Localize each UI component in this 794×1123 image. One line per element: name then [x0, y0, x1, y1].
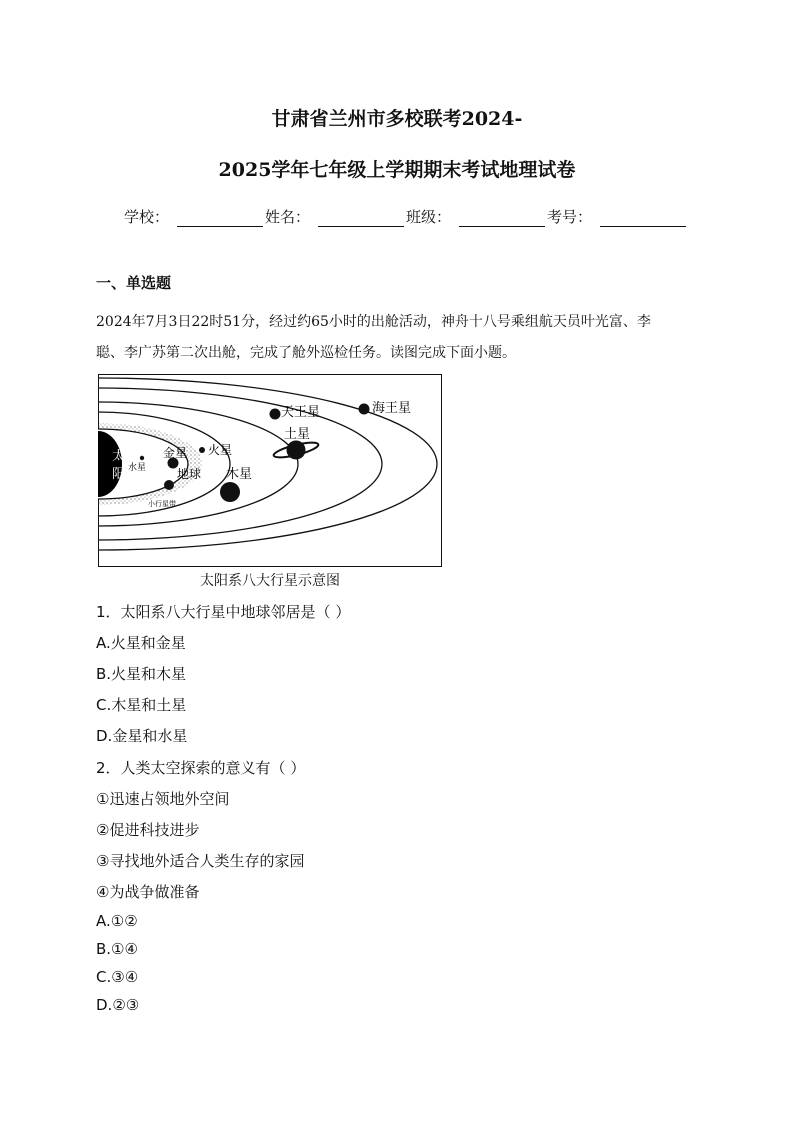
class-label: 班级：	[406, 208, 452, 226]
q2-statement-1: ①迅速占领地外空间	[96, 790, 230, 808]
q1-option-b[interactable]: B.火星和木星	[96, 665, 187, 683]
solar-system-diagram	[98, 374, 442, 567]
name-blank[interactable]	[318, 212, 404, 227]
intro-line-1: 2024年7月3日22时51分，经过约65小时的出舱活动，神舟十八号乘组航天员叶光富、李	[96, 314, 651, 330]
venus-label: 金星	[163, 446, 188, 460]
number-label: 考号：	[547, 208, 593, 226]
student-info-row	[124, 206, 688, 227]
class-blank[interactable]	[459, 212, 545, 227]
jupiter-dot	[220, 482, 240, 502]
mercury-dot	[140, 456, 144, 460]
asteroid-belt-label: 小行星带	[148, 500, 176, 508]
q2-statement-3: ③寻找地外适合人类生存的家园	[96, 852, 305, 870]
number-blank[interactable]	[600, 212, 686, 227]
sun-label-1: 太	[112, 449, 126, 464]
q2-stem: 2．人类太空探索的意义有（ ）	[96, 759, 306, 777]
mercury-label: 水星	[128, 463, 147, 473]
mars-dot	[199, 447, 205, 453]
uranus-label: 天王星	[281, 405, 321, 420]
saturn-dot	[287, 441, 306, 460]
q2-option-d[interactable]: D.②③	[96, 996, 140, 1014]
neptune-label: 海王星	[372, 401, 412, 416]
title-line-1: 甘肃省兰州市多校联考2024-	[271, 108, 523, 130]
q1-option-a[interactable]: A.火星和金星	[96, 634, 186, 652]
earth-dot	[164, 480, 174, 490]
q2-option-c[interactable]: C.③④	[96, 968, 139, 986]
saturn-label: 土星	[284, 427, 311, 442]
school-blank[interactable]	[177, 212, 263, 227]
q2-statement-2: ②促进科技进步	[96, 821, 200, 839]
uranus-dot	[270, 409, 281, 420]
q2-statement-4: ④为战争做准备	[96, 883, 200, 901]
school-label: 学校：	[124, 208, 170, 226]
figure-caption: 太阳系八大行星示意图	[200, 573, 340, 589]
section-heading: 一、单选题	[96, 274, 172, 292]
earth-label: 地球	[177, 467, 202, 481]
q1-option-c[interactable]: C.木星和土星	[96, 696, 187, 714]
jupiter-label: 木星	[226, 467, 253, 482]
neptune-dot	[359, 404, 370, 415]
q1-stem: 1．太阳系八大行星中地球邻居是（ ）	[96, 603, 351, 621]
q1-option-d[interactable]: D.金星和水星	[96, 727, 188, 745]
title-line-2: 2025学年七年级上学期期末考试地理试卷	[218, 159, 576, 181]
sun-label-2: 阳	[112, 467, 126, 482]
q2-option-a[interactable]: A.①②	[96, 912, 138, 930]
name-label: 姓名：	[265, 208, 311, 226]
q2-option-b[interactable]: B.①④	[96, 940, 138, 958]
intro-line-2: 聪、李广苏第二次出舱，完成了舱外巡检任务。读图完成下面小题。	[96, 345, 516, 361]
mars-label: 火星	[208, 443, 233, 457]
